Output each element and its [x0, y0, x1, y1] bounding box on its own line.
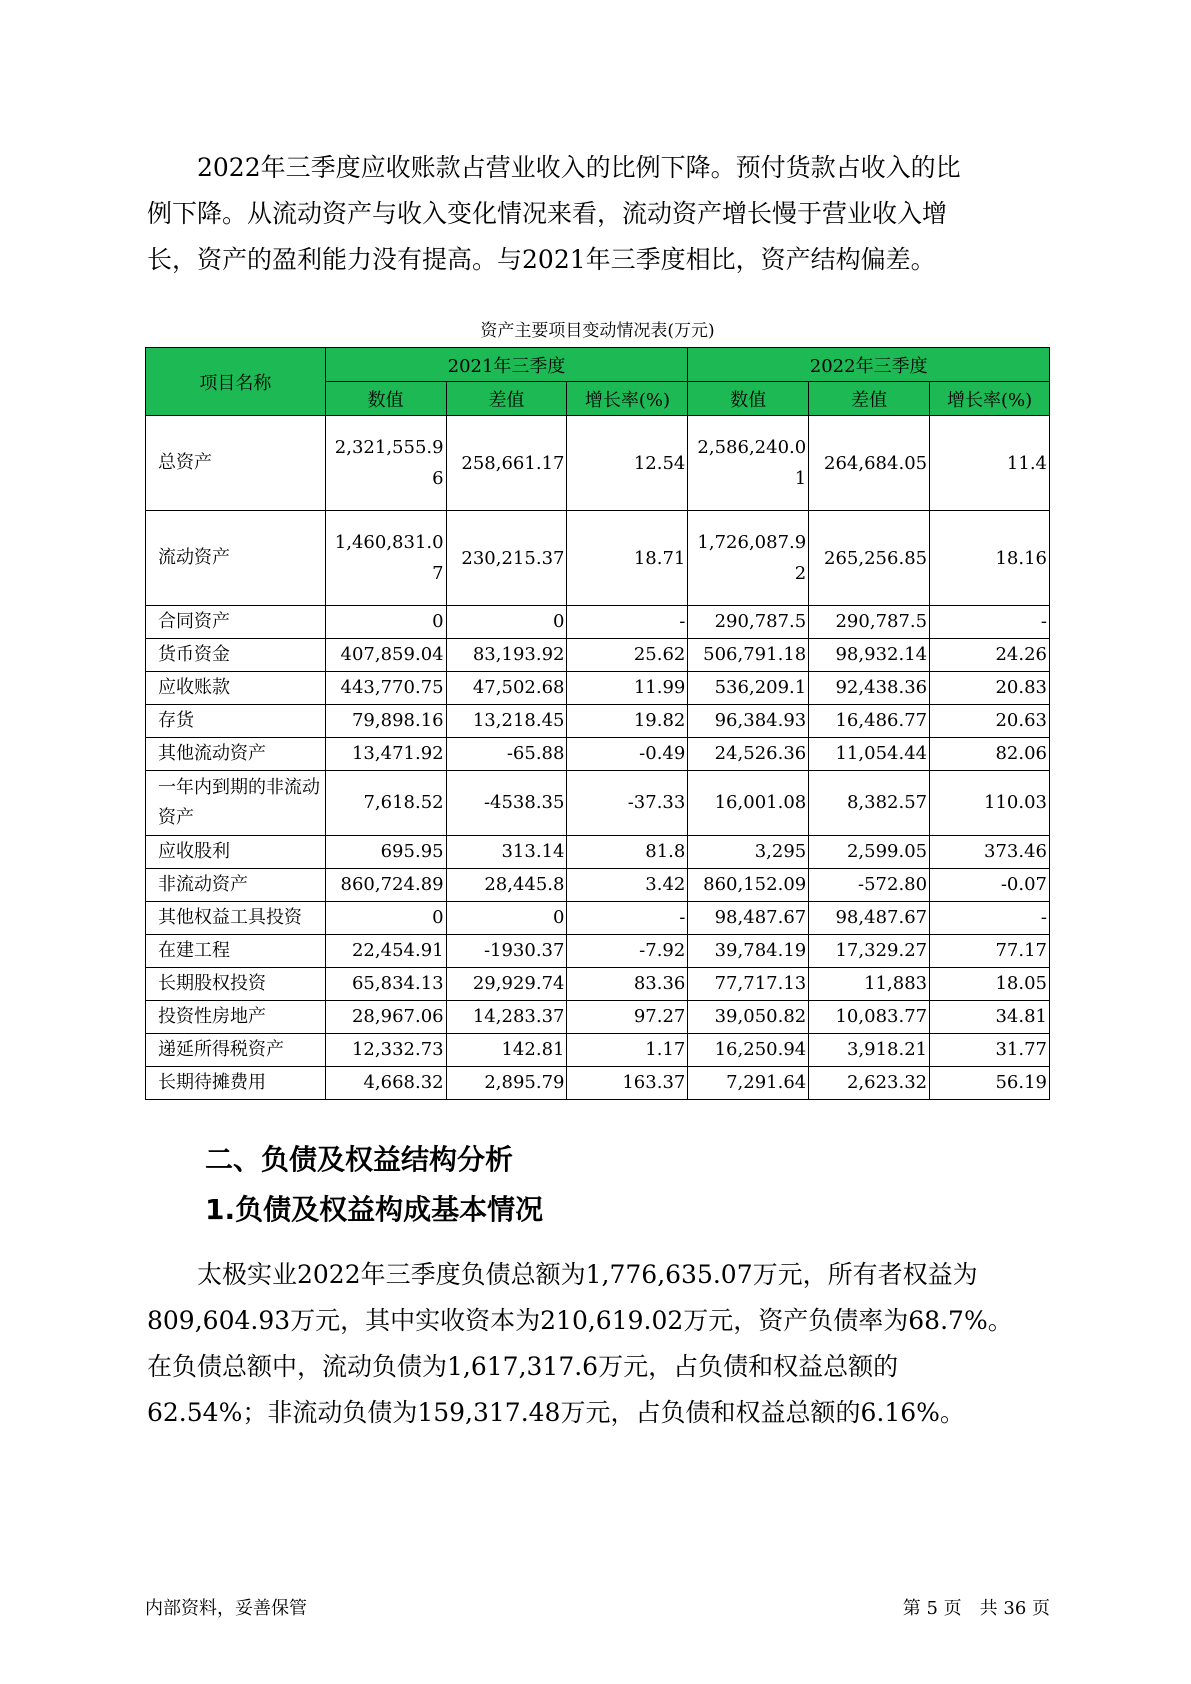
table-row [146, 836, 1050, 869]
row-name: 应收账款 [146, 672, 326, 705]
growth-2022: - [930, 606, 1050, 639]
table-row [146, 1001, 1050, 1034]
intro-line-2: 例下降。从流动资产与收入变化情况来看，流动资产增长慢于营业收入增 [147, 199, 948, 228]
growth-2022: -0.07 [930, 869, 1050, 902]
growth-2021: 11.99 [567, 672, 688, 705]
value-2021: 407,859.04 [325, 639, 446, 672]
row-name: 合同资产 [146, 606, 326, 639]
diff-2022: 2,623.32 [809, 1067, 930, 1100]
row-name: 应收股利 [146, 836, 326, 869]
diff-2022: 16,486.77 [809, 705, 930, 738]
growth-2022: 56.19 [930, 1067, 1050, 1100]
table-caption: 资产主要项目变动情况表(万元) [480, 321, 715, 341]
value-2021: 0 [325, 606, 446, 639]
row-name: 货币资金 [146, 639, 326, 672]
value-2021: 860,724.89 [325, 869, 446, 902]
diff-2021: 29,929.74 [446, 968, 567, 1001]
diff-2022: 92,438.36 [809, 672, 930, 705]
header-value-2021: 数值 [325, 382, 446, 416]
diff-2021: 258,661.17 [446, 416, 567, 511]
table-row [146, 902, 1050, 935]
growth-2022: 11.4 [930, 416, 1050, 511]
growth-2022: 20.83 [930, 672, 1050, 705]
diff-2022: 11,054.44 [809, 738, 930, 771]
value-2022: 77,717.13 [688, 968, 809, 1001]
growth-2021: 3.42 [567, 869, 688, 902]
diff-2021: 28,445.8 [446, 869, 567, 902]
value-2022: 2,586,240.01 [688, 416, 809, 511]
growth-2022: 82.06 [930, 738, 1050, 771]
asset-change-table [145, 347, 1050, 1100]
value-2021: 65,834.13 [325, 968, 446, 1001]
diff-2022: 10,083.77 [809, 1001, 930, 1034]
footer-page-number: 第 5 页 共 36 页 [902, 1598, 1050, 1619]
table-row [146, 771, 1050, 836]
diff-2022: -572.80 [809, 869, 930, 902]
growth-2022: 31.77 [930, 1034, 1050, 1067]
diff-2021: -1930.37 [446, 935, 567, 968]
value-2021: 2,321,555.96 [325, 416, 446, 511]
value-2022: 506,791.18 [688, 639, 809, 672]
diff-2022: 98,487.67 [809, 902, 930, 935]
row-name: 在建工程 [146, 935, 326, 968]
diff-2021: -65.88 [446, 738, 567, 771]
header-diff-2021: 差值 [446, 382, 567, 416]
row-name: 递延所得税资产 [146, 1034, 326, 1067]
growth-2021: 18.71 [567, 511, 688, 606]
growth-2021: 81.8 [567, 836, 688, 869]
table-row [146, 869, 1050, 902]
growth-2021: - [567, 902, 688, 935]
growth-2022: 110.03 [930, 771, 1050, 836]
value-2022: 16,001.08 [688, 771, 809, 836]
diff-2022: 264,684.05 [809, 416, 930, 511]
table-body [146, 416, 1050, 1100]
value-2022: 39,050.82 [688, 1001, 809, 1034]
value-2022: 24,526.36 [688, 738, 809, 771]
growth-2021: 25.62 [567, 639, 688, 672]
growth-2022: 34.81 [930, 1001, 1050, 1034]
header-growth-2021: 增长率(%) [567, 382, 688, 416]
intro-line-1: 2022年三季度应收账款占营业收入的比例下降。预付货款占收入的比 [147, 153, 961, 182]
value-2021: 22,454.91 [325, 935, 446, 968]
header-growth-2022: 增长率(%) [930, 382, 1050, 416]
growth-2021: 97.27 [567, 1001, 688, 1034]
table-row [146, 672, 1050, 705]
table-row [146, 511, 1050, 606]
growth-2022: - [930, 902, 1050, 935]
value-2022: 860,152.09 [688, 869, 809, 902]
value-2022: 16,250.94 [688, 1034, 809, 1067]
diff-2021: -4538.35 [446, 771, 567, 836]
table-row [146, 738, 1050, 771]
growth-2021: 19.82 [567, 705, 688, 738]
growth-2022: 24.26 [930, 639, 1050, 672]
growth-2022: 20.63 [930, 705, 1050, 738]
value-2022: 96,384.93 [688, 705, 809, 738]
row-name: 总资产 [146, 416, 326, 511]
liability-line-2: 809,604.93万元，其中实收资本为210,619.02万元，资产负债率为68.7%。 [147, 1306, 1013, 1335]
diff-2021: 313.14 [446, 836, 567, 869]
row-name: 一年内到期的非流动资产 [146, 771, 326, 836]
liability-line-3: 在负债总额中，流动负债为1,617,317.6万元，占负债和权益总额的 [147, 1352, 899, 1381]
value-2022: 7,291.64 [688, 1067, 809, 1100]
diff-2021: 142.81 [446, 1034, 567, 1067]
value-2022: 39,784.19 [688, 935, 809, 968]
growth-2021: 83.36 [567, 968, 688, 1001]
liability-line-4: 62.54%；非流动负债为159,317.48万元，占负债和权益总额的6.16%。 [147, 1398, 965, 1427]
value-2021: 1,460,831.07 [325, 511, 446, 606]
diff-2021: 13,218.45 [446, 705, 567, 738]
diff-2021: 230,215.37 [446, 511, 567, 606]
growth-2021: -37.33 [567, 771, 688, 836]
header-value-2022: 数值 [688, 382, 809, 416]
header-item-name: 项目名称 [146, 348, 326, 416]
diff-2021: 14,283.37 [446, 1001, 567, 1034]
value-2021: 13,471.92 [325, 738, 446, 771]
diff-2021: 0 [446, 606, 567, 639]
diff-2022: 265,256.85 [809, 511, 930, 606]
header-diff-2022: 差值 [809, 382, 930, 416]
growth-2021: 12.54 [567, 416, 688, 511]
value-2022: 1,726,087.92 [688, 511, 809, 606]
value-2022: 98,487.67 [688, 902, 809, 935]
growth-2022: 77.17 [930, 935, 1050, 968]
diff-2022: 11,883 [809, 968, 930, 1001]
table-row [146, 1034, 1050, 1067]
table-row [146, 606, 1050, 639]
table-row [146, 705, 1050, 738]
value-2021: 7,618.52 [325, 771, 446, 836]
section-heading: 二、负债及权益结构分析 [205, 1143, 514, 1176]
value-2021: 695.95 [325, 836, 446, 869]
table-row [146, 935, 1050, 968]
liability-paragraph [147, 1252, 1047, 1436]
growth-2021: 1.17 [567, 1034, 688, 1067]
growth-2021: -7.92 [567, 935, 688, 968]
row-name: 存货 [146, 705, 326, 738]
row-name: 流动资产 [146, 511, 326, 606]
subsection-heading: 1.负债及权益构成基本情况 [205, 1193, 544, 1226]
row-name: 其他权益工具投资 [146, 902, 326, 935]
growth-2022: 18.05 [930, 968, 1050, 1001]
diff-2022: 3,918.21 [809, 1034, 930, 1067]
value-2022: 536,209.1 [688, 672, 809, 705]
value-2021: 28,967.06 [325, 1001, 446, 1034]
table-row [146, 416, 1050, 511]
diff-2022: 8,382.57 [809, 771, 930, 836]
row-name: 投资性房地产 [146, 1001, 326, 1034]
value-2021: 443,770.75 [325, 672, 446, 705]
value-2021: 79,898.16 [325, 705, 446, 738]
header-period-2021: 2021年三季度 [325, 348, 688, 382]
growth-2021: 163.37 [567, 1067, 688, 1100]
row-name: 非流动资产 [146, 869, 326, 902]
diff-2022: 17,329.27 [809, 935, 930, 968]
diff-2021: 83,193.92 [446, 639, 567, 672]
value-2021: 4,668.32 [325, 1067, 446, 1100]
value-2022: 290,787.5 [688, 606, 809, 639]
growth-2022: 373.46 [930, 836, 1050, 869]
value-2022: 3,295 [688, 836, 809, 869]
diff-2021: 47,502.68 [446, 672, 567, 705]
growth-2021: - [567, 606, 688, 639]
row-name: 其他流动资产 [146, 738, 326, 771]
value-2021: 0 [325, 902, 446, 935]
liability-line-1: 太极实业2022年三季度负债总额为1,776,635.07万元，所有者权益为 [147, 1260, 978, 1289]
diff-2022: 98,932.14 [809, 639, 930, 672]
footer-confidential-note: 内部资料，妥善保管 [145, 1598, 307, 1619]
row-name: 长期待摊费用 [146, 1067, 326, 1100]
intro-paragraph [147, 145, 1047, 283]
header-period-2022: 2022年三季度 [688, 348, 1050, 382]
diff-2021: 0 [446, 902, 567, 935]
value-2021: 12,332.73 [325, 1034, 446, 1067]
diff-2021: 2,895.79 [446, 1067, 567, 1100]
intro-line-3: 长，资产的盈利能力没有提高。与2021年三季度相比，资产结构偏差。 [147, 245, 936, 274]
table-row [146, 639, 1050, 672]
table-row [146, 968, 1050, 1001]
growth-2021: -0.49 [567, 738, 688, 771]
diff-2022: 2,599.05 [809, 836, 930, 869]
table-row [146, 1067, 1050, 1100]
row-name: 长期股权投资 [146, 968, 326, 1001]
growth-2022: 18.16 [930, 511, 1050, 606]
diff-2022: 290,787.5 [809, 606, 930, 639]
